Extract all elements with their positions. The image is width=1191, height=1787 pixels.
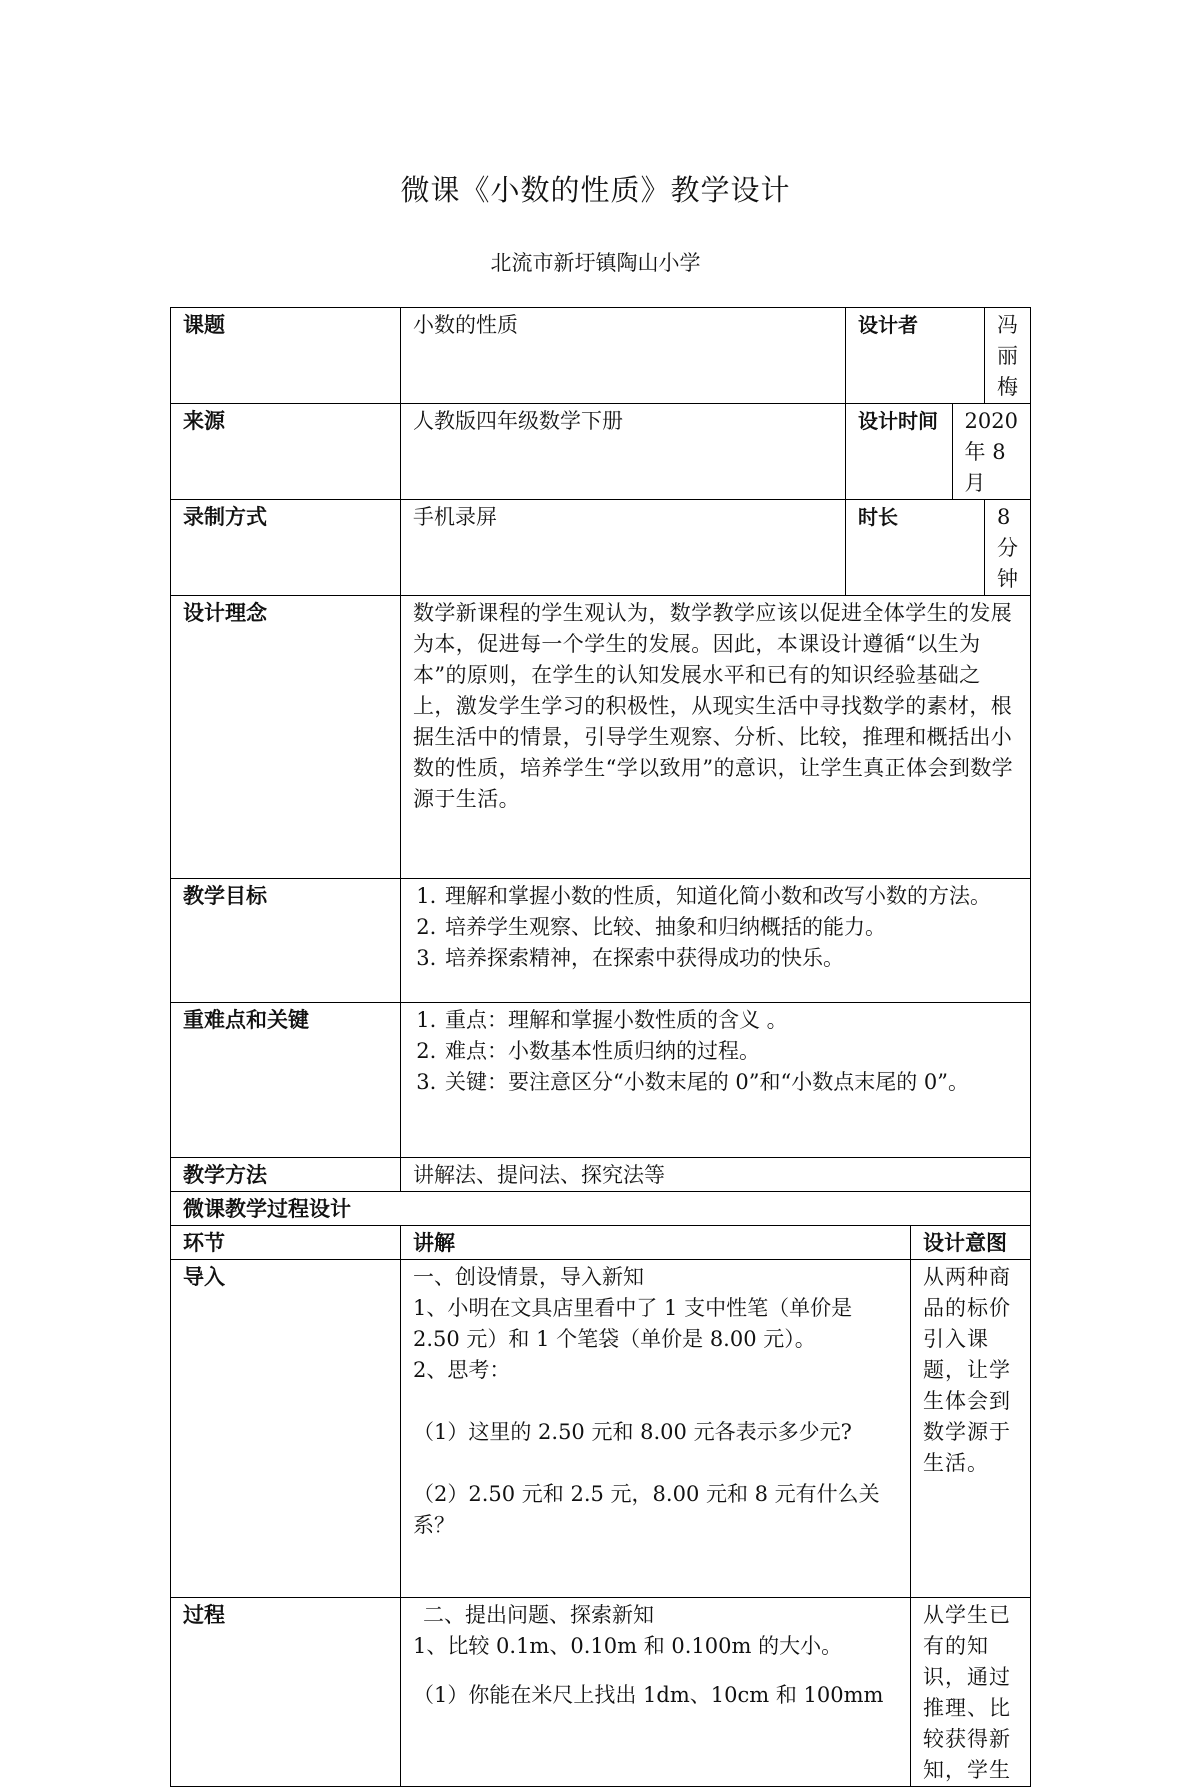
row-process xyxy=(171,1598,1031,1787)
concept-label: 设计理念 xyxy=(171,596,401,879)
methods-label: 教学方法 xyxy=(171,1158,401,1192)
row-intro xyxy=(171,1260,1031,1598)
intro-line: 2、思考： xyxy=(413,1358,511,1382)
topic-value: 小数的性质 xyxy=(401,308,846,404)
document-title: 微课《小数的性质》教学设计 xyxy=(400,173,791,207)
lesson-design-table xyxy=(170,307,1031,1787)
row-record xyxy=(171,500,1031,596)
intro-line: 1、小明在文具店里看中了 1 支中性笔（单价是 2.50 元）和 1 个笔袋（单价是 8.00 元）。 xyxy=(413,1296,853,1351)
goals-label: 教学目标 xyxy=(171,879,401,1003)
row-goals xyxy=(171,879,1031,1003)
intent-header: 设计意图 xyxy=(911,1226,1031,1260)
goal-item: 3. 培养探索精神，在探索中获得成功的快乐。 xyxy=(443,943,1018,974)
row-methods xyxy=(171,1158,1031,1192)
topic-label: 课题 xyxy=(171,308,401,404)
concept-text: 数学新课程的学生观认为，数学教学应该以促进全体学生的发展为本，促进每一个学生的发展。因此，本课设计遵循“以生为本”的原则，在学生的认知发展水平和已有的知识经验基础之上，激发学生学习的积极性，从现实生活中寻找数学的素材，根据生活中的情景，引导学生观察、分析、比较，推理和概括出小数的性质，培养学生“学以致用”的意识，让学生真正体会到数学源于生活。 xyxy=(401,596,1031,879)
keypoints-label: 重难点和关键 xyxy=(171,1003,401,1158)
record-label: 录制方式 xyxy=(171,500,401,596)
design-time-label: 设计时间 xyxy=(846,404,953,499)
row-process-headers xyxy=(171,1226,1031,1260)
explanation-header: 讲解 xyxy=(401,1226,911,1260)
process-section-label: 微课教学过程设计 xyxy=(171,1192,1031,1226)
intro-stage: 导入 xyxy=(171,1260,401,1598)
methods-value: 讲解法、提问法、探究法等 xyxy=(401,1158,1031,1192)
goal-item: 2. 培养学生观察、比较、抽象和归纳概括的能力。 xyxy=(443,912,1018,943)
intro-intent: 从两种商品的标价引入课题，让学生体会到数学源于生活。 xyxy=(911,1260,1031,1598)
keypoint-item: 1. 重点：理解和掌握小数性质的含义 。 xyxy=(443,1005,1018,1036)
intro-line: 一、创设情景，导入新知 xyxy=(413,1265,644,1289)
design-time-value: 2020 年 8 月 xyxy=(964,409,1018,495)
stage-header: 环节 xyxy=(171,1226,401,1260)
keypoint-item: 2. 难点：小数基本性质归纳的过程。 xyxy=(443,1036,1018,1067)
designer-label: 设计者 xyxy=(846,308,985,403)
process-line: 1、比较 0.1m、0.10m 和 0.100m 的大小。 xyxy=(413,1634,843,1658)
row-keypoints xyxy=(171,1003,1031,1158)
row-concept xyxy=(171,596,1031,879)
process-intent: 从学生已有的知识，通过推理、比较获得新知，学生 xyxy=(911,1598,1031,1787)
goals-list xyxy=(413,881,1018,974)
process-stage: 过程 xyxy=(171,1598,401,1787)
keypoints-list xyxy=(413,1005,1018,1098)
goal-item: 1. 理解和掌握小数的性质，知道化简小数和改写小数的方法。 xyxy=(443,881,1018,912)
duration-value: 8 分钟 xyxy=(997,505,1018,591)
source-value: 人教版四年级数学下册 xyxy=(401,404,846,500)
source-label: 来源 xyxy=(171,404,401,500)
process-line: （1）你能在米尺上找出 1dm、10cm 和 100mm xyxy=(413,1683,884,1707)
record-value: 手机录屏 xyxy=(401,500,846,596)
intro-line: （2）2.50 元和 2.5 元，8.00 元和 8 元有什么关系？ xyxy=(413,1482,880,1537)
row-topic xyxy=(171,308,1031,404)
intro-line: （1）这里的 2.50 元和 8.00 元各表示多少元? xyxy=(413,1420,852,1444)
process-line: 二、提出问题、探索新知 xyxy=(423,1603,654,1627)
row-source xyxy=(171,404,1031,500)
row-process-section xyxy=(171,1192,1031,1226)
designer-value: 冯丽梅 xyxy=(997,313,1018,399)
school-name: 北流市新圩镇陶山小学 xyxy=(490,251,701,275)
duration-label: 时长 xyxy=(846,500,985,595)
keypoint-item: 3. 关键：要注意区分“小数末尾的 0”和“小数点末尾的 0”。 xyxy=(443,1067,1018,1098)
